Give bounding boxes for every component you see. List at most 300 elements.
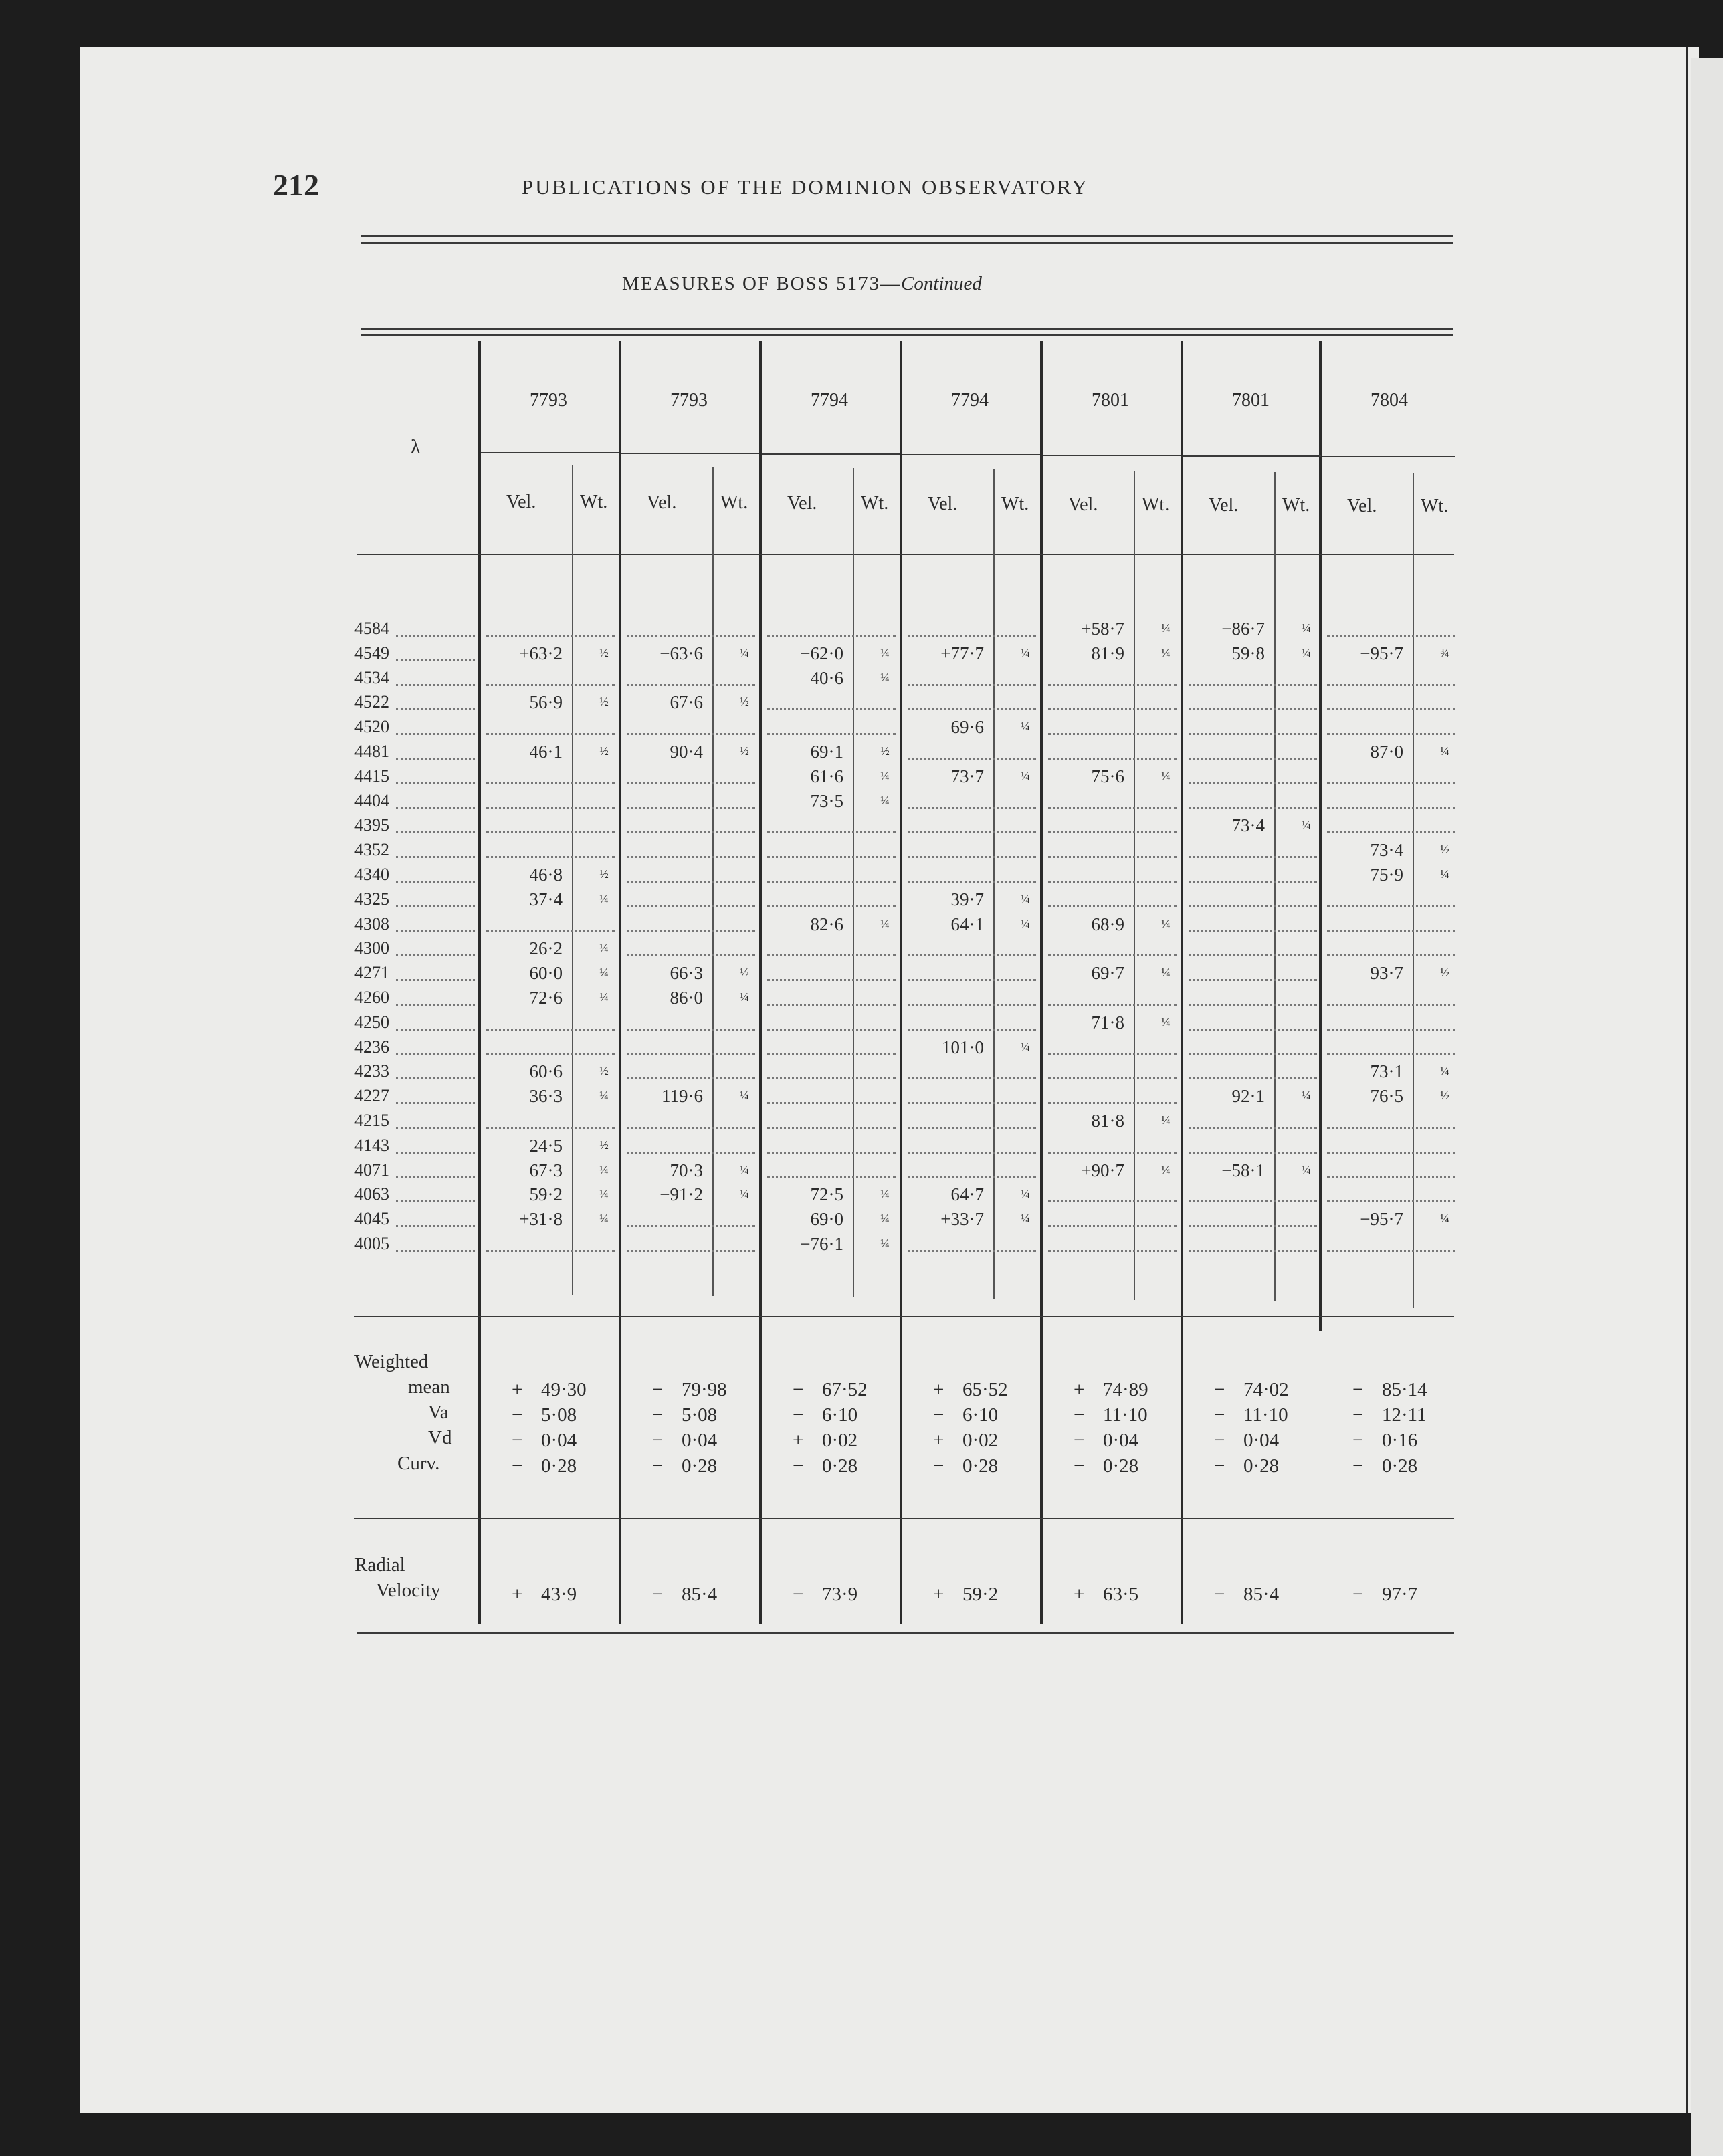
empty-cell <box>767 1002 896 1006</box>
velocity-value: 69·6 <box>950 717 984 738</box>
empty-cell <box>908 1076 1036 1079</box>
empty-cell <box>1048 1052 1177 1055</box>
sign: − <box>652 1430 664 1451</box>
weight-value: ¼ <box>740 1187 749 1201</box>
weight-value: ¾ <box>1440 645 1449 659</box>
weight-value: ¼ <box>1021 720 1030 734</box>
curv-label: Curv. <box>397 1452 440 1474</box>
mean-value <box>1352 1379 1466 1401</box>
va-value <box>933 1404 1047 1426</box>
empty-cell <box>1189 904 1317 907</box>
sign: − <box>933 1404 944 1426</box>
row-leader <box>396 978 475 981</box>
velocity-value: 69·7 <box>1091 963 1124 984</box>
empty-cell <box>627 1076 755 1079</box>
empty-cell <box>486 855 615 858</box>
empty-cell <box>1048 683 1177 686</box>
weight-value: ½ <box>599 867 609 881</box>
sign: + <box>793 1430 804 1451</box>
wt-divider-2 <box>853 468 854 1297</box>
weight-value: ½ <box>880 744 890 758</box>
vel-label-4: Vel. <box>1068 494 1098 515</box>
page-sheet <box>80 47 1699 2113</box>
empty-cell <box>767 1175 896 1178</box>
empty-cell <box>1189 781 1317 784</box>
weight-value: ¼ <box>1302 1089 1311 1103</box>
sign: − <box>1074 1455 1085 1477</box>
weight-value: ¼ <box>599 990 609 1004</box>
value: 0·28 <box>1382 1455 1418 1477</box>
velocity-value: 40·6 <box>810 667 843 688</box>
row-leader <box>396 830 475 833</box>
row-leader <box>396 1101 475 1104</box>
sign: + <box>933 1584 944 1605</box>
value: 0·04 <box>682 1430 718 1451</box>
va-label: Va <box>428 1402 449 1423</box>
weight-value: ¼ <box>880 670 890 684</box>
empty-cell <box>908 978 1036 981</box>
empty-cell <box>1327 806 1455 809</box>
weight-value: ¼ <box>1161 1014 1171 1029</box>
empty-cell <box>908 855 1036 858</box>
empty-cell <box>627 1249 755 1252</box>
value: 79·98 <box>682 1379 727 1400</box>
velocity-value: 69·0 <box>810 1209 843 1230</box>
sign: − <box>1214 1584 1225 1605</box>
empty-cell <box>627 1027 755 1031</box>
empty-cell <box>1189 683 1317 686</box>
row-lambda: 4250 <box>354 1012 389 1032</box>
curv-value <box>1074 1455 1187 1477</box>
velocity-value: 26·2 <box>529 938 563 959</box>
value: 6·10 <box>822 1404 858 1426</box>
value: 0·04 <box>1243 1430 1280 1451</box>
value: 85·4 <box>1243 1584 1280 1605</box>
value: 63·5 <box>1103 1584 1139 1605</box>
row-lambda: 4534 <box>354 667 389 687</box>
weight-value: ¼ <box>880 1236 890 1250</box>
velocity-value: 69·1 <box>810 742 843 762</box>
velocity-value: 36·3 <box>529 1086 563 1107</box>
empty-cell <box>1189 1224 1317 1227</box>
row-leader <box>396 732 475 735</box>
wt-label-1: Wt. <box>720 492 748 513</box>
empty-cell <box>1048 904 1177 907</box>
empty-cell <box>767 633 896 637</box>
weight-value: ½ <box>1440 1089 1449 1103</box>
value: 0·02 <box>822 1430 858 1451</box>
empty-cell <box>1327 1150 1455 1154</box>
velocity-value: 64·1 <box>950 913 984 934</box>
empty-cell <box>486 781 615 784</box>
plate-subrule-5 <box>1183 455 1321 457</box>
empty-cell <box>908 1125 1036 1129</box>
summary-top-rule <box>354 1316 1454 1317</box>
velocity-value: 73·7 <box>950 766 984 786</box>
empty-cell <box>1048 1150 1177 1154</box>
vel-label-1: Vel. <box>647 492 677 513</box>
weight-value: ½ <box>599 1138 609 1152</box>
velocity-value: 66·3 <box>670 963 703 984</box>
empty-cell <box>1048 707 1177 710</box>
wt-divider-6 <box>1413 473 1414 1308</box>
empty-cell <box>908 1027 1036 1031</box>
empty-cell <box>767 879 896 883</box>
velocity-value: 81·9 <box>1091 643 1124 663</box>
running-head: PUBLICATIONS OF THE DOMINION OBSERVATORY <box>522 175 1089 199</box>
vd-value <box>1074 1430 1187 1452</box>
empty-cell <box>767 953 896 956</box>
va-value <box>1074 1404 1187 1426</box>
value: 49·30 <box>541 1379 587 1400</box>
sign: − <box>793 1584 804 1605</box>
value: 59·2 <box>962 1584 999 1605</box>
empty-cell <box>1048 830 1177 833</box>
empty-cell <box>908 879 1036 883</box>
velocity-value: 59·8 <box>1231 643 1265 663</box>
velocity-value: 67·3 <box>529 1160 563 1180</box>
va-value <box>512 1404 625 1426</box>
velocity-value: 73·4 <box>1370 840 1403 861</box>
wt-label-5: Wt. <box>1282 495 1310 516</box>
row-leader <box>396 707 475 710</box>
empty-cell <box>1189 732 1317 735</box>
vel-label-2: Vel. <box>787 493 817 514</box>
empty-cell <box>767 1125 896 1129</box>
velocity-value: 90·4 <box>670 742 703 762</box>
sign: − <box>1074 1404 1085 1426</box>
weight-value: ¼ <box>1021 1187 1030 1201</box>
velocity-value: 75·6 <box>1091 766 1124 786</box>
empty-cell <box>908 1249 1036 1252</box>
empty-cell <box>627 929 755 932</box>
value: 97·7 <box>1382 1584 1418 1605</box>
row-leader <box>396 1125 475 1129</box>
value: 0·28 <box>962 1455 999 1477</box>
row-leader <box>396 1175 475 1178</box>
empty-cell <box>1048 1199 1177 1202</box>
velocity-value: 76·5 <box>1370 1086 1403 1107</box>
radial-value <box>1352 1584 1466 1606</box>
table-top-rule-2 <box>361 334 1453 336</box>
empty-cell <box>908 1175 1036 1178</box>
value: 0·02 <box>962 1430 999 1451</box>
weight-value: ¼ <box>1161 621 1171 635</box>
row-leader <box>396 1199 475 1202</box>
empty-cell <box>486 633 615 637</box>
weight-value: ¼ <box>1302 1162 1311 1176</box>
empty-cell <box>1327 633 1455 637</box>
value: 12·11 <box>1382 1404 1427 1426</box>
empty-cell <box>767 1052 896 1055</box>
sign: − <box>793 1455 804 1477</box>
velocity-value: 81·8 <box>1091 1111 1124 1131</box>
empty-cell <box>486 929 615 932</box>
sign: − <box>933 1455 944 1477</box>
sign: − <box>1074 1430 1085 1451</box>
empty-cell <box>767 732 896 735</box>
empty-cell <box>767 1076 896 1079</box>
empty-cell <box>1189 806 1317 809</box>
sign: + <box>1074 1584 1085 1605</box>
velocity-value: −86·7 <box>1221 619 1265 639</box>
weight-value: ¼ <box>599 1212 609 1226</box>
weight-value: ½ <box>1440 966 1449 980</box>
sign: − <box>1214 1379 1225 1400</box>
row-leader <box>396 1052 475 1055</box>
value: 0·28 <box>682 1455 718 1477</box>
row-leader <box>396 1027 475 1031</box>
empty-cell <box>1048 732 1177 735</box>
weight-value: ¼ <box>1161 645 1171 659</box>
value: 85·4 <box>682 1584 718 1605</box>
row-lambda: 4143 <box>354 1135 389 1155</box>
row-lambda: 4045 <box>354 1209 389 1229</box>
mean-value <box>1074 1379 1187 1401</box>
sign: − <box>1352 1430 1364 1451</box>
velocity-value: 101·0 <box>942 1037 984 1057</box>
sign: − <box>652 1584 664 1605</box>
weight-value: ¼ <box>599 1187 609 1201</box>
vd-value <box>652 1430 766 1452</box>
row-leader <box>396 879 475 883</box>
value: 43·9 <box>541 1584 577 1605</box>
weight-value: ¼ <box>740 1162 749 1176</box>
va-value <box>652 1404 766 1426</box>
weight-value: ¼ <box>1161 966 1171 980</box>
weight-value: ¼ <box>599 891 609 905</box>
row-leader <box>396 633 475 637</box>
row-lambda: 4071 <box>354 1160 389 1180</box>
velocity-value: 37·4 <box>529 889 563 909</box>
weight-value: ¼ <box>880 645 890 659</box>
empty-cell <box>1048 879 1177 883</box>
empty-cell <box>1189 1199 1317 1202</box>
sign: − <box>793 1404 804 1426</box>
sign: − <box>652 1455 664 1477</box>
curv-value <box>933 1455 1047 1477</box>
velocity-value: 68·9 <box>1091 913 1124 934</box>
radial-value <box>793 1584 906 1606</box>
empty-cell <box>627 781 755 784</box>
weight-value: ¼ <box>880 916 890 930</box>
row-lambda: 4233 <box>354 1061 389 1081</box>
row-lambda: 4481 <box>354 742 389 761</box>
row-leader <box>396 1150 475 1154</box>
empty-cell <box>908 1002 1036 1006</box>
weight-value: ½ <box>740 695 749 709</box>
velocity-value: 75·9 <box>1370 865 1403 885</box>
weight-value: ¼ <box>1161 1162 1171 1176</box>
empty-cell <box>627 1052 755 1055</box>
curv-value <box>1352 1455 1466 1477</box>
velocity-value: −63·6 <box>660 643 703 663</box>
weight-value: ¼ <box>880 793 890 807</box>
weight-value: ¼ <box>1161 768 1171 782</box>
empty-cell <box>1327 1125 1455 1129</box>
empty-cell <box>1189 707 1317 710</box>
velocity-value: +31·8 <box>519 1209 563 1230</box>
weight-value: ¼ <box>1440 867 1449 881</box>
value: 73·9 <box>822 1584 858 1605</box>
empty-cell <box>627 732 755 735</box>
sign: − <box>1214 1404 1225 1426</box>
empty-cell <box>908 707 1036 710</box>
row-lambda: 4395 <box>354 815 389 835</box>
weight-value: ¼ <box>1302 621 1311 635</box>
weight-value: ¼ <box>599 941 609 955</box>
empty-cell <box>486 683 615 686</box>
weight-value: ¼ <box>1440 1212 1449 1226</box>
empty-cell <box>1327 1199 1455 1202</box>
row-lambda: 4520 <box>354 717 389 737</box>
empty-cell <box>1327 707 1455 710</box>
column-rule-6 <box>1319 341 1322 1331</box>
empty-cell <box>627 1150 755 1154</box>
empty-cell <box>1048 756 1177 760</box>
velocity-value: 73·1 <box>1370 1061 1403 1082</box>
weight-value: ¼ <box>1161 1113 1171 1127</box>
weight-value: ¼ <box>1021 768 1030 782</box>
table-title: MEASURES OF BOSS 5173—Continued <box>622 273 982 294</box>
weight-value: ¼ <box>880 1212 890 1226</box>
row-leader <box>396 658 475 661</box>
curv-value <box>652 1455 766 1477</box>
empty-cell <box>1048 855 1177 858</box>
row-lambda: 4005 <box>354 1234 389 1253</box>
empty-cell <box>767 1027 896 1031</box>
empty-cell <box>486 1249 615 1252</box>
empty-cell <box>767 904 896 907</box>
plate-subrule-6 <box>1322 456 1455 457</box>
velocity-value: 46·1 <box>529 742 563 762</box>
column-rule-0 <box>478 341 481 1624</box>
empty-cell <box>1189 929 1317 932</box>
radial-label: Radial <box>354 1554 405 1576</box>
empty-cell <box>1048 953 1177 956</box>
empty-cell <box>1327 904 1455 907</box>
velocity-value: 119·6 <box>662 1086 703 1107</box>
value: 5·08 <box>682 1404 718 1426</box>
plate-subrule-4 <box>1043 455 1181 456</box>
row-lambda: 4271 <box>354 963 389 983</box>
empty-cell <box>627 683 755 686</box>
value: 0·28 <box>1243 1455 1280 1477</box>
velocity-value: 73·5 <box>810 790 843 811</box>
empty-cell <box>1189 1249 1317 1252</box>
velocity-value: 61·6 <box>810 766 843 786</box>
lambda-label: λ <box>411 436 421 458</box>
empty-cell <box>627 633 755 637</box>
weight-value: ½ <box>599 744 609 758</box>
velocity-value: −95·7 <box>1360 1209 1403 1230</box>
row-leader <box>396 806 475 809</box>
row-lambda: 4522 <box>354 692 389 712</box>
row-leader <box>396 1224 475 1227</box>
plate-subrule-1 <box>621 453 759 454</box>
weight-value: ¼ <box>1021 1212 1030 1226</box>
vd-value <box>1352 1430 1466 1452</box>
value: 5·08 <box>541 1404 577 1426</box>
value: 85·14 <box>1382 1379 1427 1400</box>
empty-cell <box>1327 830 1455 833</box>
plate-number-1: 7793 <box>670 390 708 411</box>
velocity-value: 72·6 <box>529 988 563 1008</box>
empty-cell <box>627 855 755 858</box>
empty-cell <box>627 806 755 809</box>
row-leader <box>396 904 475 907</box>
empty-cell <box>1189 1150 1317 1154</box>
sign: − <box>1352 1584 1364 1605</box>
facing-page-edge <box>1691 58 1723 2156</box>
radial-top-rule <box>354 1518 1454 1519</box>
velocity-value: +33·7 <box>940 1209 984 1230</box>
wt-divider-5 <box>1274 472 1276 1301</box>
sign: − <box>1214 1430 1225 1451</box>
empty-cell <box>1189 1125 1317 1129</box>
empty-cell <box>486 1052 615 1055</box>
row-lambda: 4236 <box>354 1037 389 1057</box>
weight-value: ¼ <box>1021 891 1030 905</box>
value: 0·28 <box>1103 1455 1139 1477</box>
empty-cell <box>1327 953 1455 956</box>
empty-cell <box>1048 1002 1177 1006</box>
weight-value: ¼ <box>599 966 609 980</box>
vd-value <box>793 1430 906 1452</box>
header-bottom-rule <box>357 554 1454 555</box>
value: 0·28 <box>541 1455 577 1477</box>
weight-value: ¼ <box>1440 744 1449 758</box>
plate-number-3: 7794 <box>951 390 989 411</box>
empty-cell <box>627 1125 755 1129</box>
value: 6·10 <box>962 1404 999 1426</box>
radial-value <box>1074 1584 1187 1606</box>
vel-label-6: Vel. <box>1347 496 1377 516</box>
weight-value: ¼ <box>1021 645 1030 659</box>
empty-cell <box>767 707 896 710</box>
weight-value: ¼ <box>1021 916 1030 930</box>
plate-subrule-2 <box>762 453 900 455</box>
vd-value <box>512 1430 625 1452</box>
row-leader <box>396 781 475 784</box>
weight-value: ¼ <box>1302 645 1311 659</box>
row-leader <box>396 855 475 858</box>
empty-cell <box>908 806 1036 809</box>
velocity-value: 72·5 <box>810 1184 843 1205</box>
weight-value: ½ <box>740 966 749 980</box>
velocity-value: −76·1 <box>800 1234 843 1254</box>
value: 0·16 <box>1382 1430 1418 1451</box>
velocity-value: 60·0 <box>529 963 563 984</box>
vd-label: Vd <box>428 1427 452 1448</box>
weight-value: ¼ <box>599 1162 609 1176</box>
weight-value: ¼ <box>1302 818 1311 832</box>
table-top-rule <box>361 328 1453 330</box>
va-value <box>1214 1404 1328 1426</box>
sign: − <box>1352 1455 1364 1477</box>
sign: + <box>933 1430 944 1451</box>
plate-subrule-0 <box>481 452 619 453</box>
weight-value: ¼ <box>1021 1039 1030 1053</box>
sign: + <box>512 1584 523 1605</box>
sign: − <box>793 1379 804 1400</box>
empty-cell <box>908 830 1036 833</box>
value: 0·28 <box>822 1455 858 1477</box>
empty-cell <box>1048 1224 1177 1227</box>
plate-subrule-3 <box>902 454 1040 455</box>
wt-label-2: Wt. <box>861 493 889 514</box>
value: 67·52 <box>822 1379 868 1400</box>
